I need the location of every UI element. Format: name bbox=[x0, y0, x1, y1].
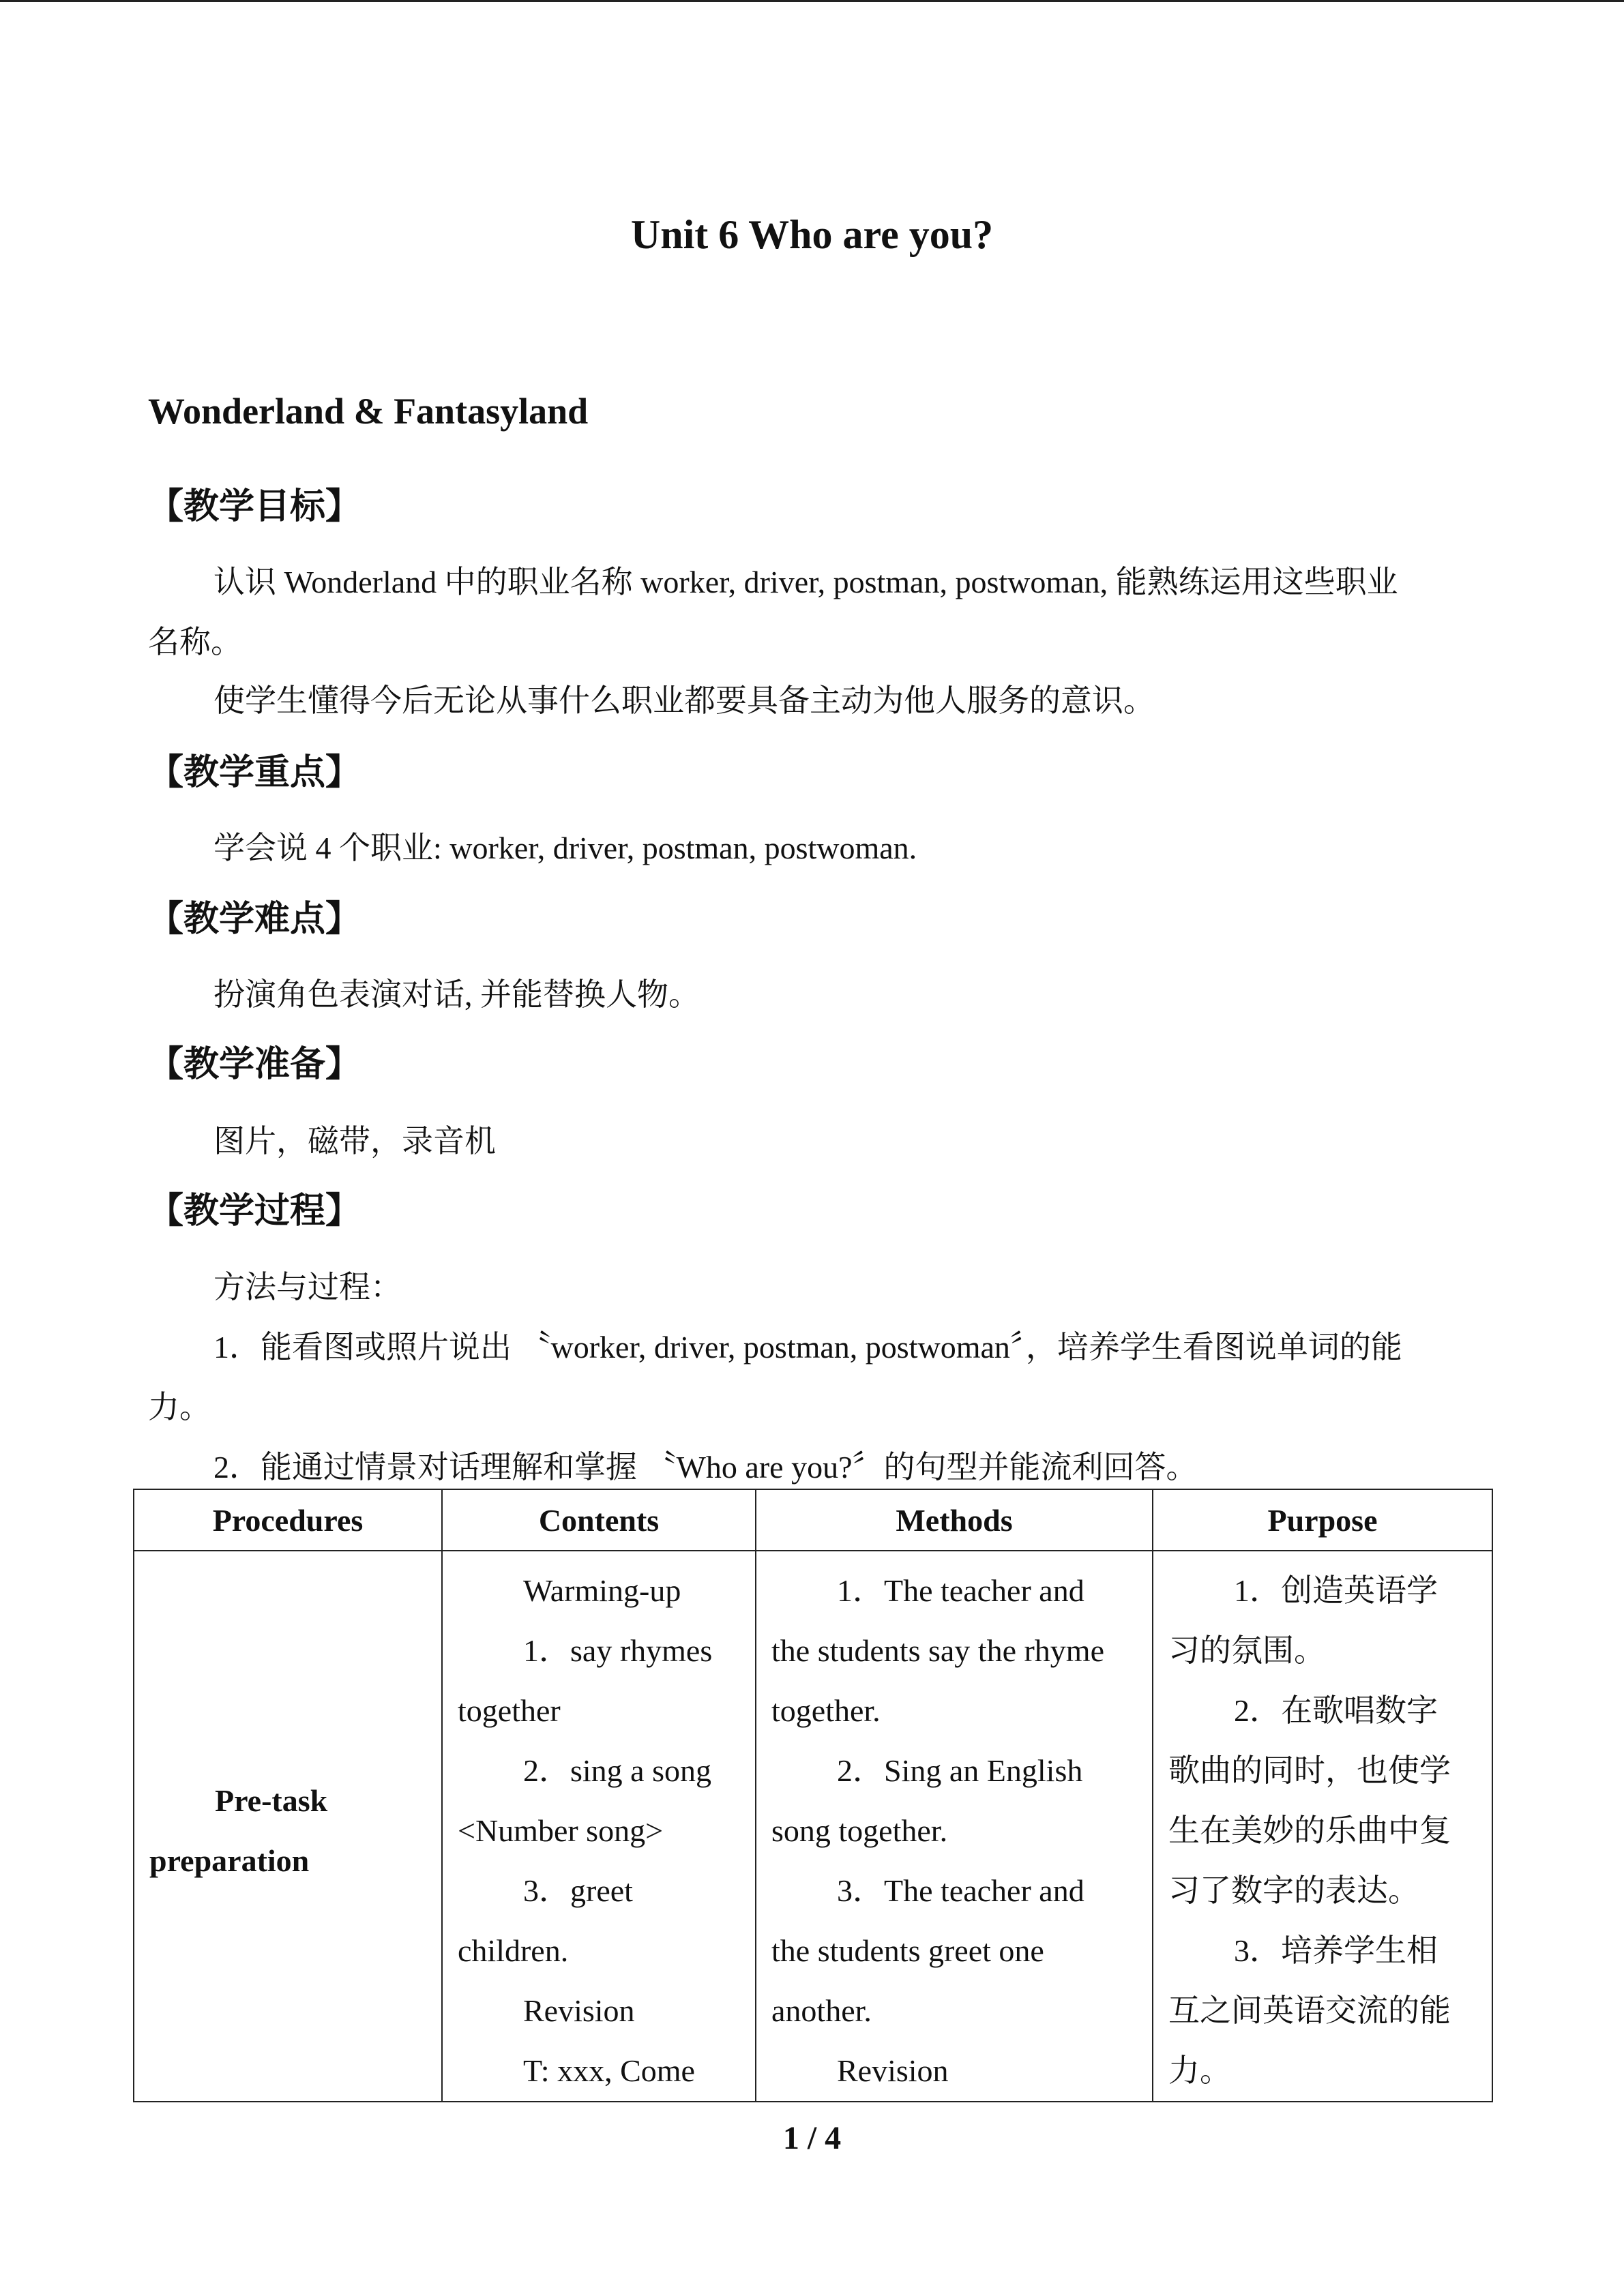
purpose-cell bbox=[1153, 1551, 1492, 2102]
table-row bbox=[134, 1551, 1492, 2102]
document-title: Unit 6 Who are you? bbox=[630, 212, 994, 257]
contents-line: Warming-up bbox=[523, 1573, 681, 1608]
contents-line: 3．greet bbox=[523, 1873, 633, 1908]
contents-line: 1．say rhymes bbox=[523, 1633, 713, 1668]
contents-cell bbox=[442, 1551, 756, 2102]
key-points-p1: 学会说 4 个职业: worker, driver, postman, postwoman. bbox=[213, 831, 917, 865]
purpose-line: 互之间英语交流的能 bbox=[1168, 1993, 1451, 2028]
preparation-p1: 图片，磁带，录音机 bbox=[213, 1124, 496, 1159]
methods-line: the students greet one bbox=[771, 1933, 1044, 1968]
contents-line: together bbox=[458, 1693, 561, 1728]
header-contents: Contents bbox=[442, 1489, 756, 1551]
heading-preparation: 【教学准备】 bbox=[148, 1044, 361, 1085]
objectives-p1-line2: 名称。 bbox=[148, 625, 242, 659]
contents-line: 2．sing a song bbox=[523, 1753, 711, 1788]
purpose-line: 1．创造英语学 bbox=[1234, 1573, 1438, 1608]
header-procedures: Procedures bbox=[134, 1489, 442, 1551]
purpose-line: 习的氛围。 bbox=[1168, 1633, 1325, 1668]
process-p1: 方法与过程： bbox=[213, 1270, 402, 1304]
heading-process: 【教学过程】 bbox=[148, 1191, 361, 1232]
process-paragraphs bbox=[148, 1257, 1476, 1497]
purpose-line: 生在美妙的乐曲中复 bbox=[1168, 1813, 1451, 1848]
purpose-line: 力。 bbox=[1168, 2053, 1231, 2088]
heading-objectives: 【教学目标】 bbox=[148, 486, 361, 527]
procedure-line-1: Pre-task bbox=[215, 1783, 328, 1818]
header-purpose: Purpose bbox=[1153, 1489, 1492, 1551]
page-number: 1 / 4 bbox=[782, 2120, 842, 2156]
difficulties-p1: 扮演角色表演对话, 并能替换人物。 bbox=[213, 977, 700, 1012]
purpose-line: 歌曲的同时，也使学 bbox=[1168, 1753, 1451, 1788]
methods-line: 3．The teacher and bbox=[837, 1873, 1084, 1908]
process-p2-line2: 力。 bbox=[148, 1390, 211, 1425]
methods-line: 1．The teacher and bbox=[837, 1573, 1084, 1608]
preparation-paragraph bbox=[148, 1112, 1476, 1172]
objectives-p2: 使学生懂得今后无论从事什么职业都要具备主动为他人服务的意识。 bbox=[213, 683, 1155, 718]
objectives-paragraph-2 bbox=[148, 671, 1476, 731]
objectives-p1-line1: 认识 Wonderland 中的职业名称 worker, driver, postman, postwoman, 能熟练运用这些职业 bbox=[213, 565, 1398, 599]
purpose-line: 2．在歌唱数字 bbox=[1234, 1693, 1438, 1728]
difficulties-paragraph bbox=[148, 965, 1476, 1025]
process-p2-line1: 1．能看图或照片说出 〝worker, driver, postman, postwoman〞，培养学生看图说单词的能 bbox=[213, 1330, 1402, 1365]
document-subtitle: Wonderland & Fantasyland bbox=[148, 391, 589, 432]
header-methods: Methods bbox=[756, 1489, 1153, 1551]
contents-line: children. bbox=[458, 1933, 569, 1968]
methods-cell bbox=[756, 1551, 1153, 2102]
purpose-line: 习了数字的表达。 bbox=[1168, 1873, 1419, 1908]
contents-line: <Number song> bbox=[458, 1813, 664, 1848]
purpose-line: 3．培养学生相 bbox=[1234, 1933, 1438, 1968]
contents-line: Revision bbox=[523, 1993, 635, 2028]
heading-difficulties: 【教学难点】 bbox=[148, 899, 361, 940]
methods-line: another. bbox=[771, 1993, 872, 2028]
methods-line: song together. bbox=[771, 1813, 948, 1848]
methods-line: together. bbox=[771, 1693, 881, 1728]
methods-line: 2．Sing an English bbox=[837, 1753, 1083, 1788]
page-top-border bbox=[0, 0, 1624, 2]
procedure-cell bbox=[134, 1551, 442, 2102]
heading-key-points: 【教学重点】 bbox=[148, 752, 361, 793]
key-points-paragraph bbox=[148, 818, 1476, 878]
contents-line: T: xxx, Come bbox=[523, 2053, 695, 2088]
procedure-line-2: preparation bbox=[149, 1843, 310, 1878]
objectives-paragraph-1 bbox=[148, 552, 1476, 672]
process-p3: 2．能通过情景对话理解和掌握 〝Who are you?〞的句型并能流利回答。 bbox=[213, 1450, 1198, 1485]
methods-line: the students say the rhyme bbox=[771, 1633, 1105, 1668]
methods-line: Revision bbox=[837, 2053, 949, 2088]
table-header-row bbox=[134, 1489, 1492, 1551]
procedures-table bbox=[133, 1489, 1493, 2102]
